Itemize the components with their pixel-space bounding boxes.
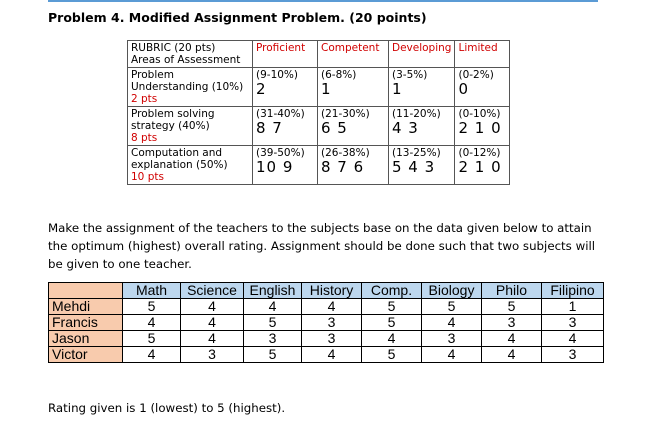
score-value: 8 7 [256, 119, 283, 137]
rubric-score-cell [389, 107, 455, 146]
teacher-name: Francis [49, 315, 123, 331]
rubric-score-cell [455, 107, 510, 146]
rating-cell: 3 [302, 315, 362, 331]
teacher-row-francis [49, 315, 604, 331]
rating-cell: 4 [302, 347, 362, 363]
area-label: Problem Understanding (10%) [131, 69, 244, 93]
rating-cell: 4 [181, 331, 244, 347]
rating-cell: 4 [244, 299, 302, 315]
subject-philo: Philo [482, 283, 542, 299]
rubric-score-cell [389, 146, 455, 185]
score-value: 4 3 [392, 119, 419, 137]
rating-cell: 5 [123, 331, 181, 347]
subject-biology: Biology [422, 283, 482, 299]
rubric-score-cell [253, 146, 318, 185]
rating-cell: 3 [542, 347, 604, 363]
rating-cell: 3 [542, 315, 604, 331]
teacher-name: Jason [49, 331, 123, 347]
level-proficient: Proficient [253, 41, 318, 68]
score-value: 1 [321, 80, 332, 98]
score-range: (0-2%) [458, 69, 494, 81]
score-value: 10 9 [256, 158, 294, 176]
rubric-row-computation [128, 146, 510, 185]
score-range: (9-10%) [256, 69, 298, 81]
score-value: 1 [392, 80, 403, 98]
rating-cell: 3 [181, 347, 244, 363]
subject-filipino: Filipino [542, 283, 604, 299]
score-range: (26-38%) [321, 147, 370, 159]
teacher-name: Victor [49, 347, 123, 363]
teacher-row-jason [49, 331, 604, 347]
instructions-paragraph: Make the assignment of the teachers to the subjects base on the data given below to attain the optimum (highest) overall rating. Assignment should be done such that two subjects will be given to one teacher. [48, 221, 596, 271]
score-value: 0 [458, 80, 470, 98]
rubric-score-cell [318, 68, 389, 107]
level-developing: Developing [389, 41, 455, 68]
rubric-score-cell [318, 146, 389, 185]
score-range: (11-20%) [392, 108, 441, 120]
subject-comp: Comp. [362, 283, 422, 299]
area-points: 2 pts [131, 93, 158, 105]
rating-cell: 4 [181, 299, 244, 315]
area-label: Computation and explanation (50%) [131, 147, 228, 171]
rubric-score-cell [389, 68, 455, 107]
level-limited: Limited [455, 41, 510, 68]
rating-cell: 4 [123, 315, 181, 331]
teacher-row-victor [49, 347, 604, 363]
rating-cell: 4 [422, 347, 482, 363]
score-range: (21-30%) [321, 108, 370, 120]
rubric-score-cell [253, 68, 318, 107]
rating-cell: 4 [302, 299, 362, 315]
rating-corner-cell [49, 283, 123, 299]
score-range: (13-25%) [392, 147, 441, 159]
area-points: 10 pts [131, 171, 164, 183]
subject-history: History [302, 283, 362, 299]
area-label: Problem solving strategy (40%) [131, 108, 215, 132]
score-value: 6 5 [321, 119, 348, 137]
rating-cell: 1 [542, 299, 604, 315]
score-value: 2 1 0 [458, 119, 502, 137]
score-range: (6-8%) [321, 69, 357, 81]
rating-cell: 3 [244, 331, 302, 347]
rating-cell: 5 [362, 299, 422, 315]
rubric-title: RUBRIC (20 pts) [131, 42, 216, 54]
rating-cell: 4 [482, 331, 542, 347]
rating-table [48, 282, 604, 363]
rating-cell: 4 [542, 331, 604, 347]
rating-cell: 3 [302, 331, 362, 347]
rating-header-row [49, 283, 604, 299]
areas-of-assessment-label: Areas of Assessment [131, 54, 241, 66]
score-range: (31-40%) [256, 108, 305, 120]
teacher-name: Mehdi [49, 299, 123, 315]
score-value: 2 1 0 [458, 158, 502, 176]
rating-cell: 4 [422, 315, 482, 331]
rating-cell: 4 [123, 347, 181, 363]
rating-cell: 4 [362, 331, 422, 347]
rubric-score-cell [253, 107, 318, 146]
rating-cell: 5 [362, 347, 422, 363]
rubric-table [127, 40, 510, 185]
score-value: 5 4 3 [392, 158, 436, 176]
score-range: (0-12%) [458, 147, 501, 159]
rubric-row-strategy [128, 107, 510, 146]
rating-cell: 5 [362, 315, 422, 331]
rating-cell: 5 [482, 299, 542, 315]
rubric-score-cell [318, 107, 389, 146]
rubric-score-cell [455, 68, 510, 107]
rubric-area-cell [128, 68, 253, 107]
rubric-row-understanding [128, 68, 510, 107]
rating-cell: 5 [244, 315, 302, 331]
score-value: 8 7 6 [321, 158, 365, 176]
subject-science: Science [181, 283, 244, 299]
rubric-area-cell [128, 107, 253, 146]
rating-cell: 3 [482, 315, 542, 331]
rubric-header-row [128, 41, 510, 68]
score-range: (39-50%) [256, 147, 305, 159]
area-points: 8 pts [131, 132, 158, 144]
score-range: (0-10%) [458, 108, 501, 120]
score-value: 2 [256, 80, 267, 98]
rating-cell: 5 [123, 299, 181, 315]
subject-english: English [244, 283, 302, 299]
rating-scale-note: Rating given is 1 (lowest) to 5 (highest). [48, 401, 286, 415]
problem-title: Problem 4. Modified Assignment Problem. (20 points) [48, 10, 427, 25]
subject-math: Math [123, 283, 181, 299]
rating-cell: 5 [422, 299, 482, 315]
rating-cell: 3 [422, 331, 482, 347]
level-competent: Competent [318, 41, 389, 68]
rating-cell: 4 [181, 315, 244, 331]
teacher-row-mehdi [49, 299, 604, 315]
score-range: (3-5%) [392, 69, 428, 81]
rubric-corner-cell [128, 41, 253, 68]
rubric-score-cell [455, 146, 510, 185]
rating-cell: 5 [244, 347, 302, 363]
rating-cell: 4 [482, 347, 542, 363]
top-rule [48, 0, 598, 2]
rubric-area-cell [128, 146, 253, 185]
